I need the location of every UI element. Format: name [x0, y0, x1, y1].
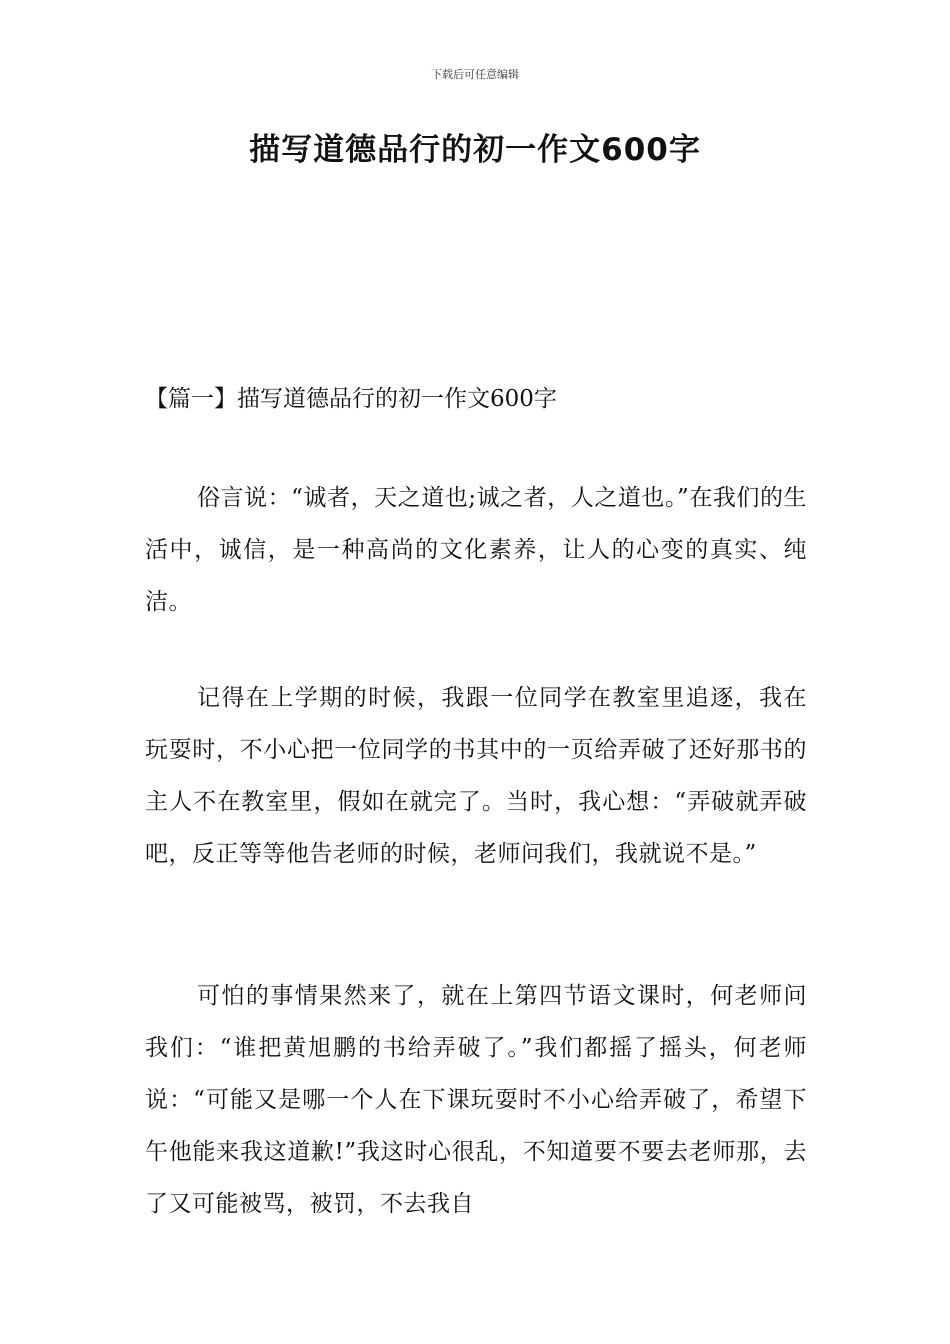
paragraph-2: 记得在上学期的时候，我跟一位同学在教室里追逐，我在玩耍时，不小心把一位同学的书其中的一页给弄破了还好那书的主人不在教室里，假如在就完了。当时，我心想：“弄破就弄破吧，反正等等他告老师的时候，老师问我们，我就说不是。” [145, 685, 807, 867]
document-title: 描写道德品行的初一作文600字 [249, 132, 701, 168]
section-heading: 【篇一】描写道德品行的初一作文600字 [145, 386, 557, 412]
header-note: 下载后可任意编辑 [431, 68, 519, 81]
paragraph-1: 俗言说：“诚者，天之道也;诚之者，人之道也。”在我们的生活中，诚信，是一种高尚的文化素养，让人的心变的真实、纯洁。 [145, 485, 807, 615]
paragraph-3: 可怕的事情果然来了，就在上第四节语文课时，何老师问我们：“谁把黄旭鹏的书给弄破了。”我们都摇了摇头，何老师说：“可能又是哪一个人在下课玩耍时不小心给弄破了，希望下午他能来我这道歉!”我这时心很乱，不知道要不要去老师那，去了又可能被骂，被罚，不去我自 [145, 983, 807, 1217]
